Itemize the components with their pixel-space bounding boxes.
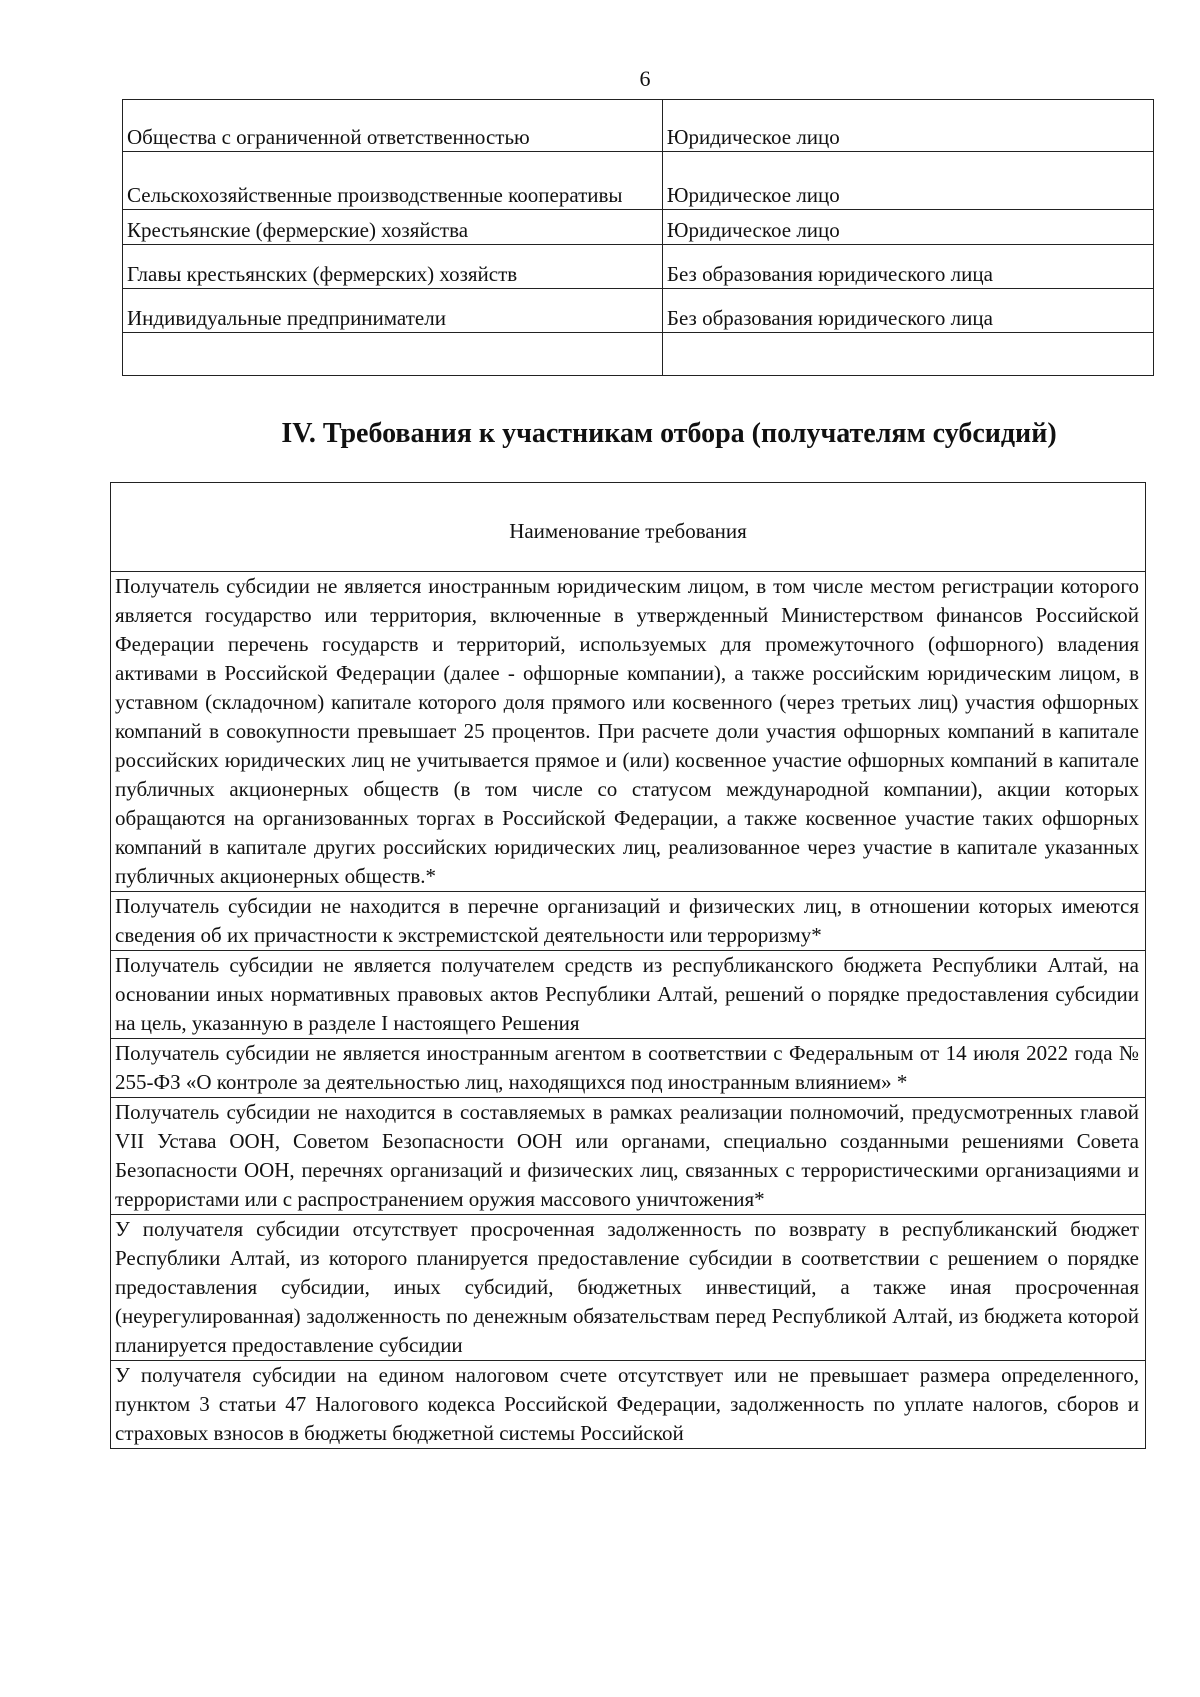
table-row (123, 152, 1154, 210)
entity-types-table (122, 99, 1154, 376)
table-row (111, 892, 1146, 951)
org-form-cell: Индивидуальные предприниматели (123, 289, 663, 333)
status-cell: Без образования юридического лица (662, 245, 1153, 289)
requirement-text: У получателя субсидии на едином налоговом счете отсутствует или не превышает размера определенного, пунктом 3 статьи 47 Налогового кодекса Российской Федерации, задолженность по уплате налогов, сборов и страховых взносов в бюджеты бюджетной системы Российской (111, 1361, 1146, 1449)
table-row (123, 289, 1154, 333)
requirements-header: Наименование требования (111, 483, 1146, 572)
requirement-text: Получатель субсидии не является иностранным юридическим лицом, в том числе местом регистрации которого является государство или территория, включенные в утвержденный Министерством финансов Российской Федерации перечень государств и территорий, используемых для промежуточного (офшорного) владения активами в Российской Федерации (далее - офшорные компании), а также российским юридическим лицом, в уставном (складочном) капитале которого доля прямого или косвенного (через третьих лиц) участия офшорных компаний в совокупности превышает 25 процентов. При расчете доли участия офшорных компаний в капитале российских юридических лиц не учитывается прямое и (или) косвенное участие офшорных компаний в капитале публичных акционерных обществ (в том числе со статусом международной компании), акции которых обращаются на организованных торгах в Российской Федерации, а также косвенное участие таких офшорных компаний в капитале других российских юридических лиц, реализованное через участие в капитале указанных публичных акционерных обществ.* (111, 572, 1146, 892)
requirement-text: У получателя субсидии отсутствует просроченная задолженность по возврату в республиканский бюджет Республики Алтай, из которого планируется предоставление субсидии в соответствии с решением о порядке предоставления субсидии, иных субсидий, бюджетных инвестиций, а также иная просроченная (неурегулированная) задолженность по денежным обязательствам перед Республикой Алтай, из бюджета которой планируется предоставление субсидии (111, 1215, 1146, 1361)
table-row (111, 1215, 1146, 1361)
requirement-text: Получатель субсидии не находится в перечне организаций и физических лиц, в отношении которых имеются сведения об их причастности к экстремистской деятельности или терроризму* (111, 892, 1146, 951)
table-row (111, 1361, 1146, 1449)
table-row (111, 1039, 1146, 1098)
section-title: IV. Требования к участникам отбора (получателям субсидий) (281, 418, 1057, 449)
requirement-text: Получатель субсидии не находится в составляемых в рамках реализации полномочий, предусмотренных главой VII Устава ООН, Советом Безопасности ООН или органами, специально созданными решениями Совета Безопасности ООН, перечнях организаций и физических лиц, связанных с террористическими организациями и террористами или с распространением оружия массового уничтожения* (111, 1098, 1146, 1215)
status-cell: Без образования юридического лица (662, 289, 1153, 333)
org-form-cell: Главы крестьянских (фермерских) хозяйств (123, 245, 663, 289)
org-form-cell (123, 333, 663, 376)
table-row (123, 333, 1154, 376)
org-form-cell: Крестьянские (фермерские) хозяйства (123, 210, 663, 245)
table-row (123, 245, 1154, 289)
table-row (123, 210, 1154, 245)
status-cell: Юридическое лицо (662, 100, 1153, 152)
requirement-text: Получатель субсидии не является получателем средств из республиканского бюджета Республики Алтай, на основании иных нормативных правовых актов Республики Алтай, решений о порядке предоставления субсидии на цель, указанную в разделе I настоящего Решения (111, 951, 1146, 1039)
status-cell (662, 333, 1153, 376)
table-row (123, 100, 1154, 152)
requirement-text: Получатель субсидии не является иностранным агентом в соответствии с Федеральным от 14 июля 2022 года № 255-ФЗ «О контроле за деятельностью лиц, находящихся под иностранным влиянием» * (111, 1039, 1146, 1098)
org-form-cell: Сельскохозяйственные производственные кооперативы (123, 152, 663, 210)
page-number: 6 (639, 66, 651, 91)
status-cell: Юридическое лицо (662, 152, 1153, 210)
table-header-row (111, 483, 1146, 572)
org-form-cell: Общества с ограниченной ответственностью (123, 100, 663, 152)
table-row (111, 572, 1146, 892)
requirements-table (110, 482, 1146, 1449)
status-cell: Юридическое лицо (662, 210, 1153, 245)
table-row (111, 951, 1146, 1039)
table-row (111, 1098, 1146, 1215)
